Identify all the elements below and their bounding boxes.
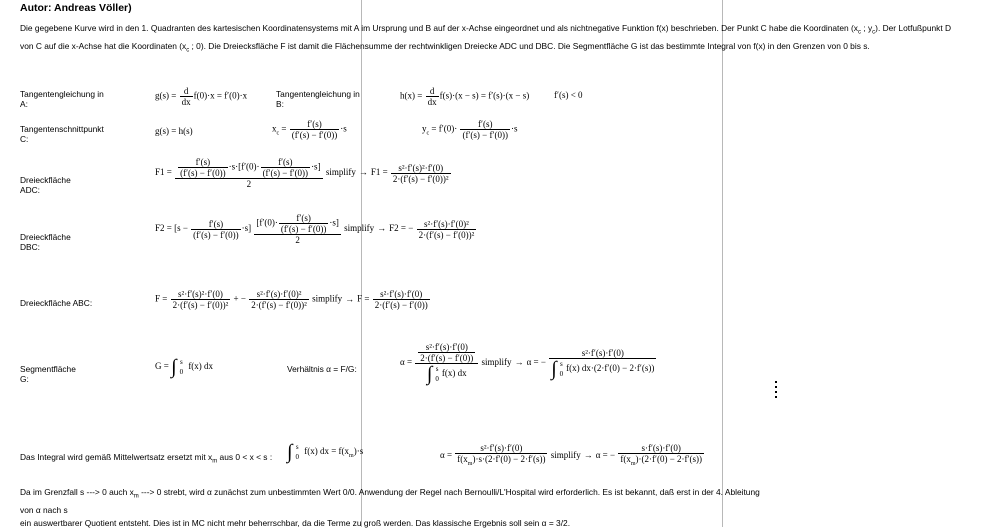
condition-tangent-b: f′(s) < 0 — [554, 90, 583, 100]
label-mean-value: Das Integral wird gemäß Mittelwertsatz ersetzt mit $x_m$ aus 0 < x < s : — [20, 452, 273, 465]
label-area-dbc: Dreieckfläche DBC: — [20, 232, 71, 252]
equation-tangent-b: h(x) = $\frac{d}{dx}$ f(s)·(x − s) = f′(s)·(x − s) — [400, 86, 530, 107]
equation-area-adc: F1 = $\frac{f'(s)}{(f'(s) - f'(0))}$ ·s·[f′(0)· $\frac{f'(s)}{(f'(s) - f'(0))}$ ·s] 2 simplify → F1 = $\frac{\text{s²·f′(s)²·f′(0)}}{\text{2·(f′(s) − f′(0))²}}$ — [155, 157, 449, 189]
label-tangent-b: Tangentengleichung in B: — [276, 89, 360, 109]
equation-ratio: α = $\frac{\text{s²·f′(s)·f′(0)}}{2\cdot(f'(s) - f'(0))}$ ∫ s 0 f(x) dx simplify → α = − s²·f′(s)·f′(0) ∫ s 0 f(x) dx·(2·f′(0) − 2·f′(s)) — [400, 342, 655, 385]
equation-ratio-mean-value: α = $\frac{\text{s²·f′(s)·f′(0)}}{f(x_m)\cdot s\cdot(2\cdot f'(0) - 2\cdot f'(s))}$ simplify → α = − $\frac{s\cdot f'(s)\cdot f'(0)}{f(x_m)\cdot(2\cdot f'(0) - 2\cdot f'(s))}$ — [440, 443, 702, 467]
equation-area-abc: F = $\frac{\text{s²·f′(s)²·f′(0)}}{\text{2·(f′(s) − f′(0))²}}$ + − $\frac{\text{s²·f′(s)·f′(0)²}}{\text{2·(f′(s) − f′(0))²}}$ simplify → F = $\frac{\text{s²·f′(s)·f′(0)}}{2\cdot(f'(s) - f'(0))}$ — [155, 289, 428, 310]
equation-yc: $y_c = f'(0)\cdot$ $\frac{f'(s)}{(f'(s) - f'(0))}$ ·s — [422, 119, 518, 140]
equation-area-dbc: F2 = [s − $\frac{f'(s)}{(f'(s) - f'(0))}$ ·s] [f′(0)· $\frac{f'(s)}{(f'(s) - f'(0))}$ ·s] 2 simplify → F2 = − $\frac{\text{s²·f′(s)·f′(0)²}}{\text{2·(f′(s) − f′(0))²}}$ — [155, 213, 475, 245]
ellipsis-icon — [775, 381, 777, 401]
label-tangent-a: Tangentengleichung in A: — [20, 89, 104, 109]
equation-tangent-a: g(s) = $\frac{d}{dx}$ f(0)·x = f′(0)·x — [155, 86, 248, 107]
equation-xc: $x_c$ = $\frac{f'(s)}{(f'(s) - f'(0))}$ ·s — [272, 119, 347, 140]
label-area-abc: Dreieckfläche ABC: — [20, 298, 93, 308]
label-ratio: Verhältnis α = F/G: — [287, 364, 357, 374]
intro-paragraph: Die gegebene Kurve wird in den 1. Quadranten des kartesischen Koordinatensystems mit A im Ursprung und B auf der x-Achse eingeordnet und als nichtnegative Funktion f(x) beschrieben. Der Punkt C habe die Koordinaten ($x_c$ ; $y_c$). Der Lotfußpunkt D von C auf die x-Achse hat die Koordinaten ($x_c$ ; 0). Die Dreiecksfläche F ist damit die Flächensumme der rechtwinkligen Dreiecke ADC und DBC. Die Segmentfläche G ist das bestimmte Integral von f(x) in den Grenzen von 0 bis s. — [20, 23, 952, 54]
page-divider-right — [722, 0, 723, 527]
label-intersection: Tangentenschnittpunkt C: — [20, 124, 104, 144]
equation-segment-area: G = ∫ s 0 f(x) dx — [155, 356, 214, 378]
author-heading: Autor: Andreas Völler) — [20, 2, 132, 14]
label-area-adc: Dreieckfläche ADC: — [20, 175, 71, 195]
equation-intersection: g(s) = h(s) — [155, 126, 193, 136]
label-segment-area: Segmentfläche G: — [20, 364, 76, 384]
closing-paragraph: Da im Grenzfall s ---> 0 auch $x_m$ ---> 0 strebt, wird α zunächst zum unbestimmten Wert 0/0. Anwendung der Regel nach Bernoulli/L'Hospital wird erforderlich. Es ist bekannt, daß erst in der 4. Ableitung von α nach s ein auswertbarer Quotient entsteht. Dies ist in MC nicht mehr beherrschbar, da die Terme zu groß werden. Das klassische Ergebnis soll sein α = 3/2. — [20, 487, 760, 528]
equation-mean-value: ∫ s 0 f(x) dx = $f(x_m)\cdot s$ — [287, 441, 364, 463]
